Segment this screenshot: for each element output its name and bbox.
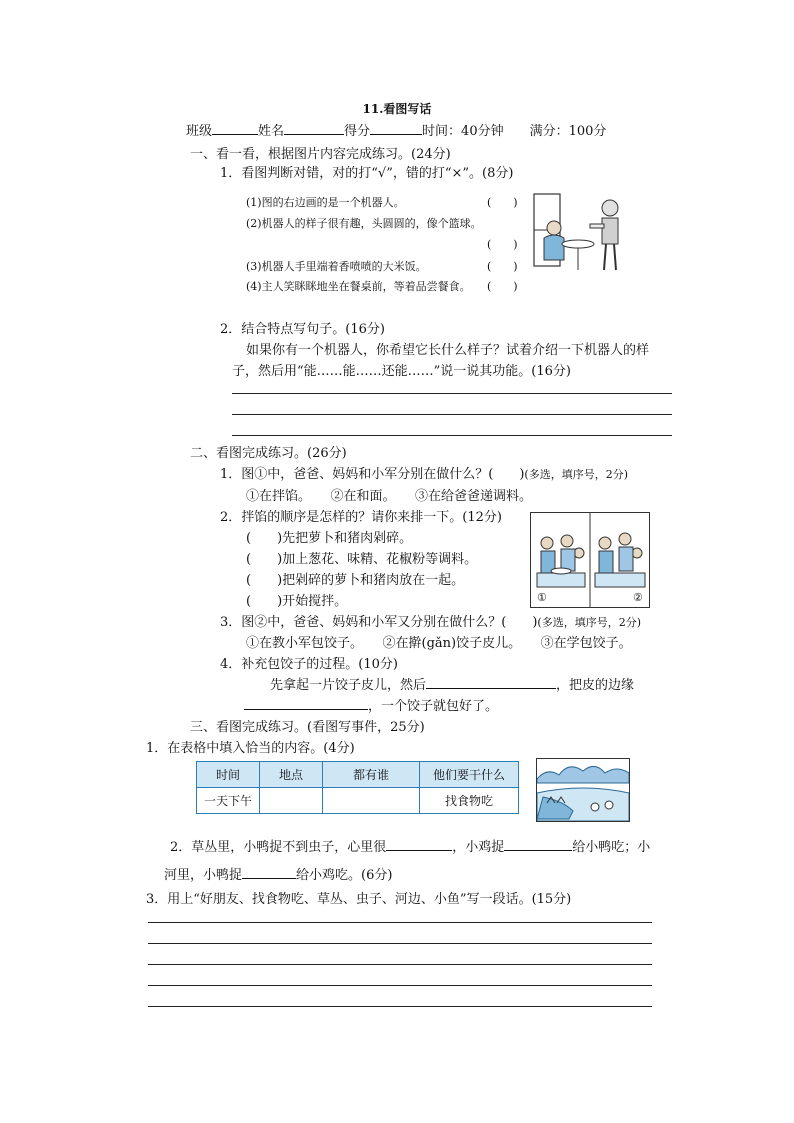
p2-q2-step4[interactable]: ( )开始搅拌。: [246, 594, 348, 609]
p2-q3-note: (多选，填序号，2分): [537, 616, 642, 629]
page-title: 11.看图写话: [362, 102, 432, 116]
table-header-cell: 他们要干什么: [420, 762, 519, 788]
table-header-row: [197, 762, 519, 788]
p1-q1-item2-paren[interactable]: ( ): [487, 238, 518, 251]
p3-q2-blank2[interactable]: [504, 838, 572, 851]
p2-q2-prompt: 2．拌馅的顺序是怎样的？请你来排一下。(12分): [220, 510, 502, 525]
p3-q2-text-c: 给小鸭吃；小: [572, 840, 651, 855]
time-label: 时间：40分钟: [422, 124, 504, 139]
answer-line[interactable]: [232, 393, 672, 394]
table-cell-who[interactable]: [323, 788, 420, 814]
duck-chick-scene-icon: [537, 759, 629, 821]
p3-q2-text-d: 河里，小鸭捉: [164, 868, 243, 883]
p3-q2-blank3[interactable]: [242, 866, 296, 879]
robot-illustration: [530, 190, 640, 278]
p1-q2-line1: 如果你有一个机器人，你希望它长什么样子？试着介绍一下机器人的样: [246, 343, 650, 358]
p3-q2-text-a: 2．草丛里，小鸭捉不到虫子，心里很: [170, 840, 387, 855]
p1-q2-prompt: 2．结合特点写句子。(16分): [220, 322, 385, 337]
table-cell-what: 找食物吃: [420, 788, 519, 814]
table-header-cell: 都有谁: [323, 762, 420, 788]
p2-q4-line1: [270, 674, 634, 693]
p2-q2-step2[interactable]: ( )加上葱花、味精、花椒粉等调料。: [246, 552, 478, 567]
family-cooking-icon: [531, 513, 649, 607]
p3-q2-blank1[interactable]: [386, 838, 452, 851]
pic-label-2: ②: [633, 591, 643, 604]
table-cell-place[interactable]: [260, 788, 323, 814]
writing-line[interactable]: [148, 943, 652, 944]
answer-line[interactable]: [232, 435, 672, 436]
part3-heading: 三、看图完成练习。(看图写事件，25分): [190, 720, 425, 735]
p2-q4-text-c: ，一个饺子就包好了。: [368, 699, 499, 714]
p1-q1-prompt: 1．看图判断对错，对的打“√”，错的打“×”。(8分): [220, 166, 514, 181]
class-blank[interactable]: [212, 122, 258, 135]
p3-q3-prompt: 3．用上“好朋友、找食物吃、草丛、虫子、河边、小鱼”写一段话。(15分): [146, 892, 572, 907]
p3-q2-line1: [170, 836, 650, 855]
part1-heading: 一、看一看，根据图片内容完成练习。(24分): [190, 147, 451, 162]
p2-q4-line2: [244, 695, 498, 714]
writing-line[interactable]: [148, 1006, 652, 1007]
p2-q2-step3[interactable]: ( )把剁碎的萝卜和猪肉放在一起。: [246, 573, 465, 588]
p3-q1-prompt: 1．在表格中填入恰当的内容。(4分): [146, 741, 355, 756]
p1-q1-item1: (1)图的右边画的是一个机器人。: [246, 196, 405, 209]
table-header-cell: 地点: [260, 762, 323, 788]
p2-q3-prompt: 3．图②中，爸爸、妈妈和小军又分别在做什么？( ): [220, 615, 538, 630]
table-row: [197, 788, 519, 814]
p1-q2-line2: 子，然后用“能……能……还能……”说一说其功能。(16分): [232, 364, 571, 379]
name-label: 姓名: [258, 124, 285, 139]
p1-q1-item4: (4)主人笑眯眯地坐在餐桌前，等着品尝餐食。: [246, 280, 471, 293]
answer-line[interactable]: [232, 414, 672, 415]
table-cell-time: 一天下午: [197, 788, 260, 814]
part2-heading: 二、看图完成练习。(26分): [190, 446, 347, 461]
p2-q4-text-b: ，把皮的边缘: [556, 678, 635, 693]
score-blank[interactable]: [370, 122, 422, 135]
p3-q2-text-b: ，小鸡捉: [452, 840, 505, 855]
p2-q4-blank1[interactable]: [426, 676, 556, 689]
header-info-row: [186, 120, 606, 139]
score-label: 得分: [344, 124, 371, 139]
p2-q3-options: ①在教小军包饺子。 ②在擀(gǎn)饺子皮儿。 ③在学包饺子。: [246, 636, 632, 651]
info-table: [196, 761, 519, 814]
river-illustration: [536, 758, 630, 822]
p1-q1-item1-paren[interactable]: ( ): [487, 196, 518, 209]
p2-q2-step1[interactable]: ( )先把萝卜和猪肉剁碎。: [246, 531, 413, 546]
table-header-cell: 时间: [197, 762, 260, 788]
robot-scene-icon: [530, 190, 640, 278]
name-blank[interactable]: [284, 122, 344, 135]
p2-q3-prompt-row: [220, 611, 641, 630]
p3-q2-line2: [164, 864, 392, 883]
p1-q1-item3-paren[interactable]: ( ): [487, 260, 518, 273]
p1-q1-item3: (3)机器人手里端着香喷喷的大米饭。: [246, 260, 427, 273]
dumpling-illustration: [530, 512, 650, 608]
p2-q1-options: ①在拌馅。 ②在和面。 ③在给爸爸递调料。: [246, 489, 533, 504]
pic-label-1: ①: [537, 591, 547, 604]
p1-q1-item4-paren[interactable]: ( ): [487, 280, 518, 293]
p1-q1-item2: (2)机器人的样子很有趣，头圆圆的，像个篮球。: [246, 217, 482, 230]
class-label: 班级: [186, 124, 213, 139]
p2-q1-note: (多选，填序号，2分): [524, 468, 629, 481]
writing-line[interactable]: [148, 922, 652, 923]
p3-q2-text-e: 给小鸡吃。(6分): [296, 868, 393, 883]
writing-line[interactable]: [148, 985, 652, 986]
p2-q4-prompt: 4．补充包饺子的过程。(10分): [220, 657, 398, 672]
p2-q4-text-a: 先拿起一片饺子皮儿，然后: [270, 678, 427, 693]
writing-line[interactable]: [148, 964, 652, 965]
full-score-label: 满分：100分: [529, 124, 607, 139]
p2-q1-prompt-row: [220, 463, 628, 482]
p2-q1-prompt: 1．图①中，爸爸、妈妈和小军分别在做什么？( ): [220, 467, 525, 482]
p2-q4-blank2[interactable]: [244, 697, 368, 710]
